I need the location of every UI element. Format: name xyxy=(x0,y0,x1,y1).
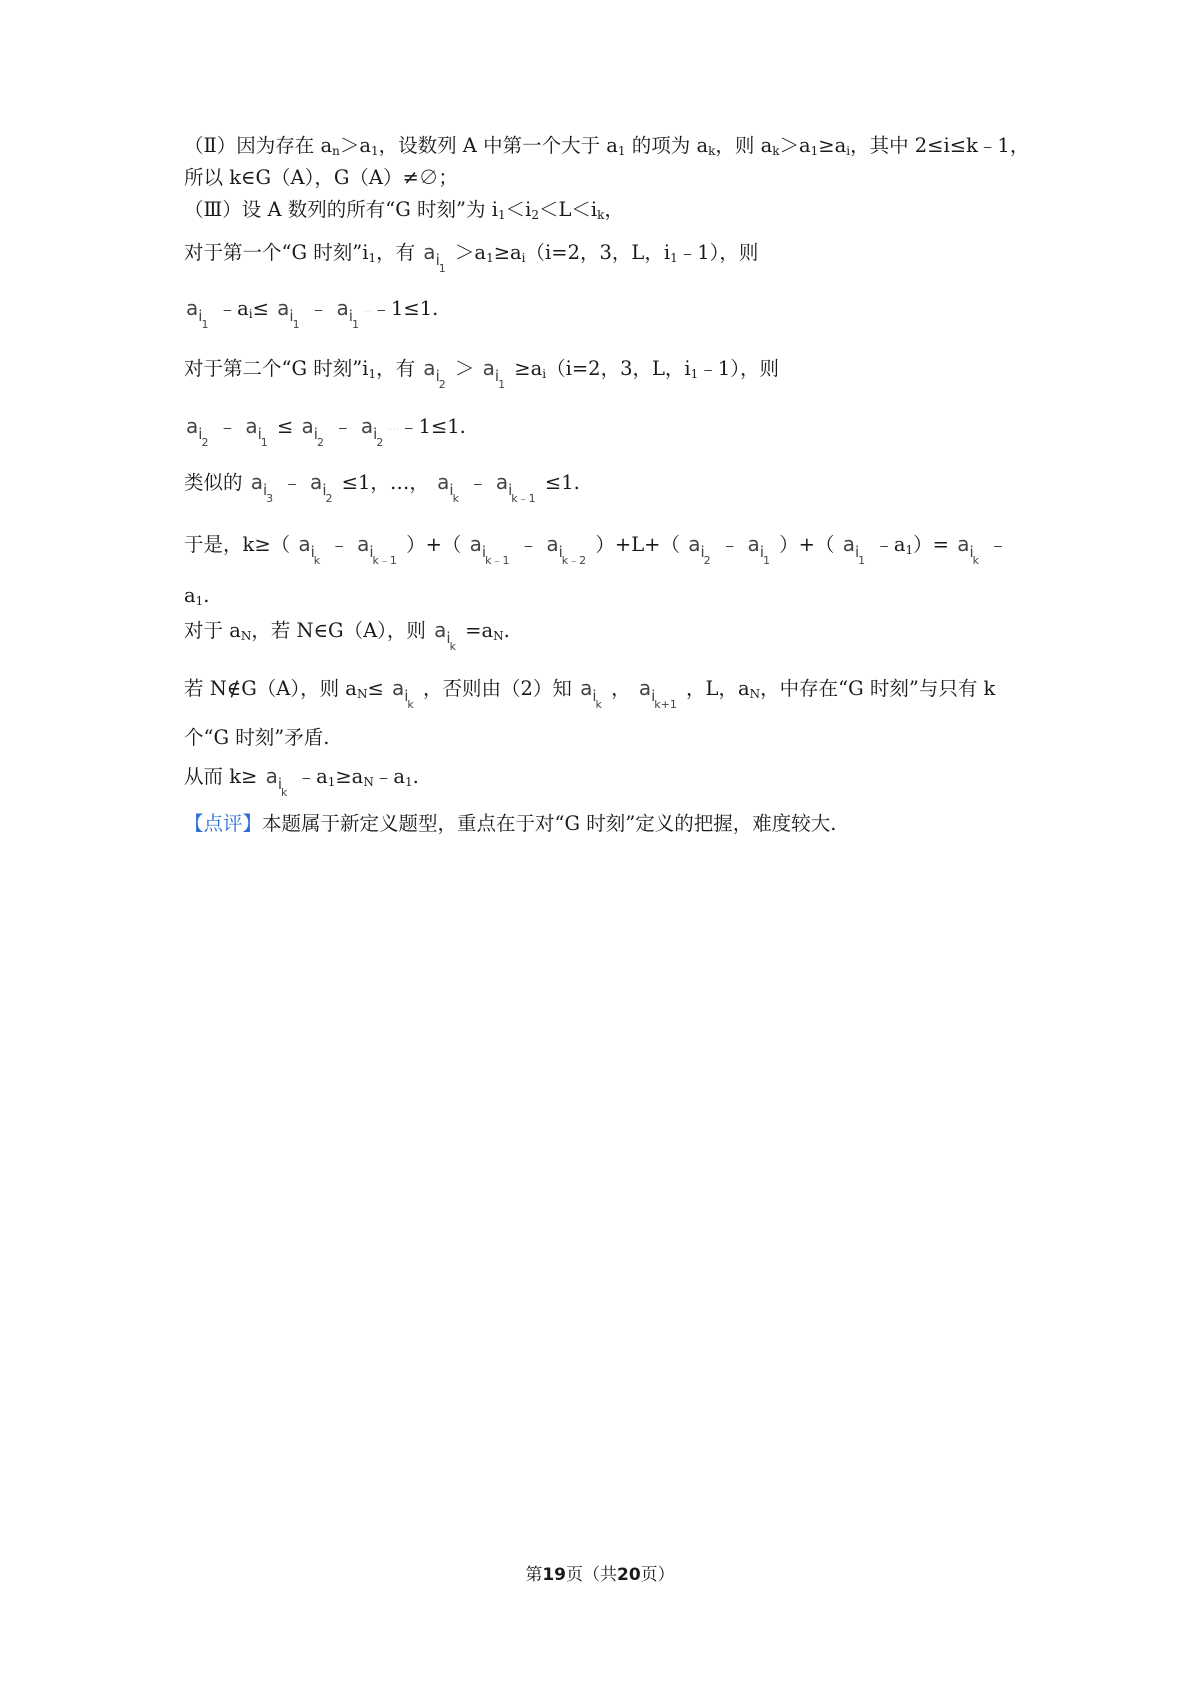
footer-total-pages: 20 xyxy=(617,1565,641,1585)
solution-line-case-in: 对于 $a_N$，若 N∈G（A），则 $a_{ik} =a_N$. xyxy=(184,618,510,653)
solution-line-part3: （Ⅲ）设 A 数列的所有“G 时刻”为 $i_1<i_2<L<i_k$， xyxy=(184,198,624,222)
review-line xyxy=(184,810,836,838)
footer-suffix: 页） xyxy=(640,1565,675,1585)
solution-line-case-notin: 若 N∉G（A），则 $a_N\le a_{ik}$ ，否则由（2）知 $a_{ik}$ ， $a_{ik+1}$ ，L，$a_N$，中存在“G 时刻”与只有 k xyxy=(184,676,996,711)
solution-line-first-g: 对于第一个“G 时刻$”i_1$，有 $a_{i1} >a_1\ge a_i(i=2$，3，L，$i_1﹣1$），则 xyxy=(184,240,759,275)
solution-line-second-ineq: $a_{i2}$ ﹣ $a_{i1} \le a_{i2}$ ﹣ $a_{i2}\cdot\cdot\cdot\cdot﹣1\le 1$. xyxy=(186,414,466,449)
solution-line-sum: 于是，k≥（ $a_{ik}$ ﹣ $a_{ik﹣1}$ ）+（ $a_{ik﹣1}$ ﹣ $a_{ik﹣2}$ ）+L+（ $a_{i2}$ ﹣ $a_{i1}$ ）+（ $a_{i1}$ $﹣a_1)= a_{ik}$ ﹣ xyxy=(184,532,1008,567)
solution-line-similar: 类似的 $a_{i3}$ ﹣ $a_{i2} \le 1$，…， $a_{ik}$ ﹣ $a_{ik﹣1} \le 1$. xyxy=(184,470,580,505)
review-text: 本题属于新定义题型，重点在于对“G 时刻”定义的把握，难度较大. xyxy=(262,812,837,835)
footer-page-number: 19 xyxy=(542,1565,566,1585)
solution-line-second-g: 对于第二个“G 时刻$”i_1$，有 $a_{i2} > a_{i1} \ge a_i(i=2$，3，L，$i_1﹣1$），则 xyxy=(184,356,779,391)
solution-line-first-ineq: $a_{i1}$ $﹣a_i\le a_{i1}$ ﹣ $a_{i1}\cdot\cdot\cdot﹣1\le 1$. xyxy=(186,296,439,331)
review-tag: 【点评】 xyxy=(184,812,263,835)
solution-line-conclusion: 所以 k∈G（A），G（A）≠∅； xyxy=(184,166,458,189)
footer-prefix: 第 xyxy=(525,1565,543,1585)
solution-line-final: 从而 $k\ge a_{ik}$ $﹣a_1\ge a_N﹣a_1$. xyxy=(184,764,419,799)
footer-middle: 页（共 xyxy=(566,1565,617,1585)
page-footer xyxy=(0,1560,1200,1585)
solution-line-sum-end: $a_1$. xyxy=(184,584,210,608)
solution-line-part2: （Ⅱ）因为存在 $a_n>a_1$，设数列 A 中第一个大于 $a_1$ 的项为 $a_k$，则 $a_k>a_1\ge a_i$，其中 2≤i≤k﹣1， xyxy=(184,134,1030,158)
solution-line-contradiction: 个“G 时刻”矛盾. xyxy=(184,726,330,749)
